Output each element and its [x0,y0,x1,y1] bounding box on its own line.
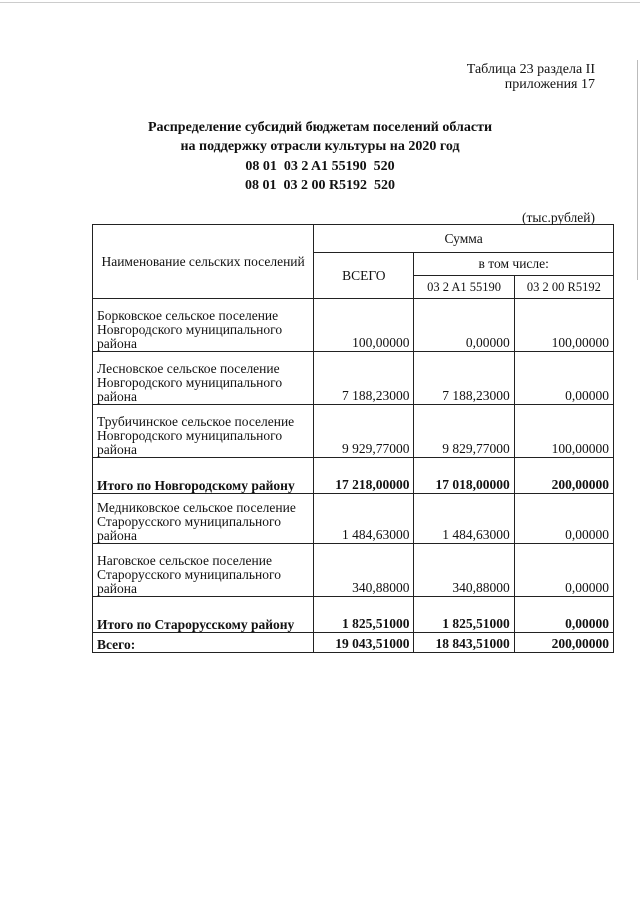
row-code-a: 18 843,51000 [414,633,514,653]
row-name: Лесновское сельское поселение Новгородского муниципального района [93,352,314,405]
row-code-b: 0,00000 [514,352,613,405]
row-code-a: 1 484,63000 [414,494,514,544]
budget-codes [0,157,640,195]
row-name: Трубичинское сельское поселение Новгородского муниципального района [93,405,314,458]
row-total: 1 825,51000 [314,597,414,633]
table-row-subtotal [93,597,614,633]
header-settlement-name: Наименование сельских поселений [93,225,314,299]
row-code-b: 200,00000 [514,458,613,494]
header-sum: Сумма [314,225,614,253]
row-code-a: 9 829,77000 [414,405,514,458]
table-row [93,299,614,352]
row-code-b: 0,00000 [514,597,613,633]
table-reference [467,62,595,92]
row-total: 340,88000 [314,544,414,597]
document-title-line1: Распределение субсидий бюджетам поселений области [147,120,493,135]
row-name: Медниковское сельское поселение Старорусского муниципального района [93,494,314,544]
row-name: Наговское сельское поселение Старорусского муниципального района [93,544,314,597]
row-name: Борковское сельское поселение Новгородского муниципального района [93,299,314,352]
table-row [93,544,614,597]
table-reference-line1: Таблица 23 раздела II [466,62,595,77]
table-reference-line2: приложения 17 [504,77,595,92]
subsidy-table [92,224,614,653]
row-total: 7 188,23000 [314,352,414,405]
units-label: (тыс.рублей) [522,210,595,225]
row-code-a: 17 018,00000 [414,458,514,494]
document-title-line2: на поддержку отрасли культуры на 2020 год [180,139,460,154]
table-row [93,494,614,544]
header-code-a: 03 2 A1 55190 [414,276,514,299]
document-title [0,118,640,156]
row-name: Итого по Старорусскому району [93,597,314,633]
header-including: в том числе: [414,253,614,276]
row-code-a: 340,88000 [414,544,514,597]
scan-edge-top [0,2,640,3]
row-code-b: 0,00000 [514,494,613,544]
row-total: 9 929,77000 [314,405,414,458]
row-total: 19 043,51000 [314,633,414,653]
budget-code-line2: 08 01 03 2 00 R5192 520 [244,178,396,193]
table-row [93,405,614,458]
table-row [93,352,614,405]
budget-code-line1: 08 01 03 2 A1 55190 520 [245,159,395,174]
row-total: 1 484,63000 [314,494,414,544]
row-code-b: 0,00000 [514,544,613,597]
row-total: 17 218,00000 [314,458,414,494]
row-code-b: 100,00000 [514,299,613,352]
row-name: Итого по Новгородскому району [93,458,314,494]
table-row-grand-total [93,633,614,653]
row-code-a: 0,00000 [414,299,514,352]
row-code-a: 7 188,23000 [414,352,514,405]
header-total: ВСЕГО [314,253,414,299]
row-name: Всего: [93,633,314,653]
header-code-b: 03 2 00 R5192 [514,276,613,299]
row-code-a: 1 825,51000 [414,597,514,633]
row-code-b: 100,00000 [514,405,613,458]
row-code-b: 200,00000 [514,633,613,653]
row-total: 100,00000 [314,299,414,352]
table-row-subtotal [93,458,614,494]
